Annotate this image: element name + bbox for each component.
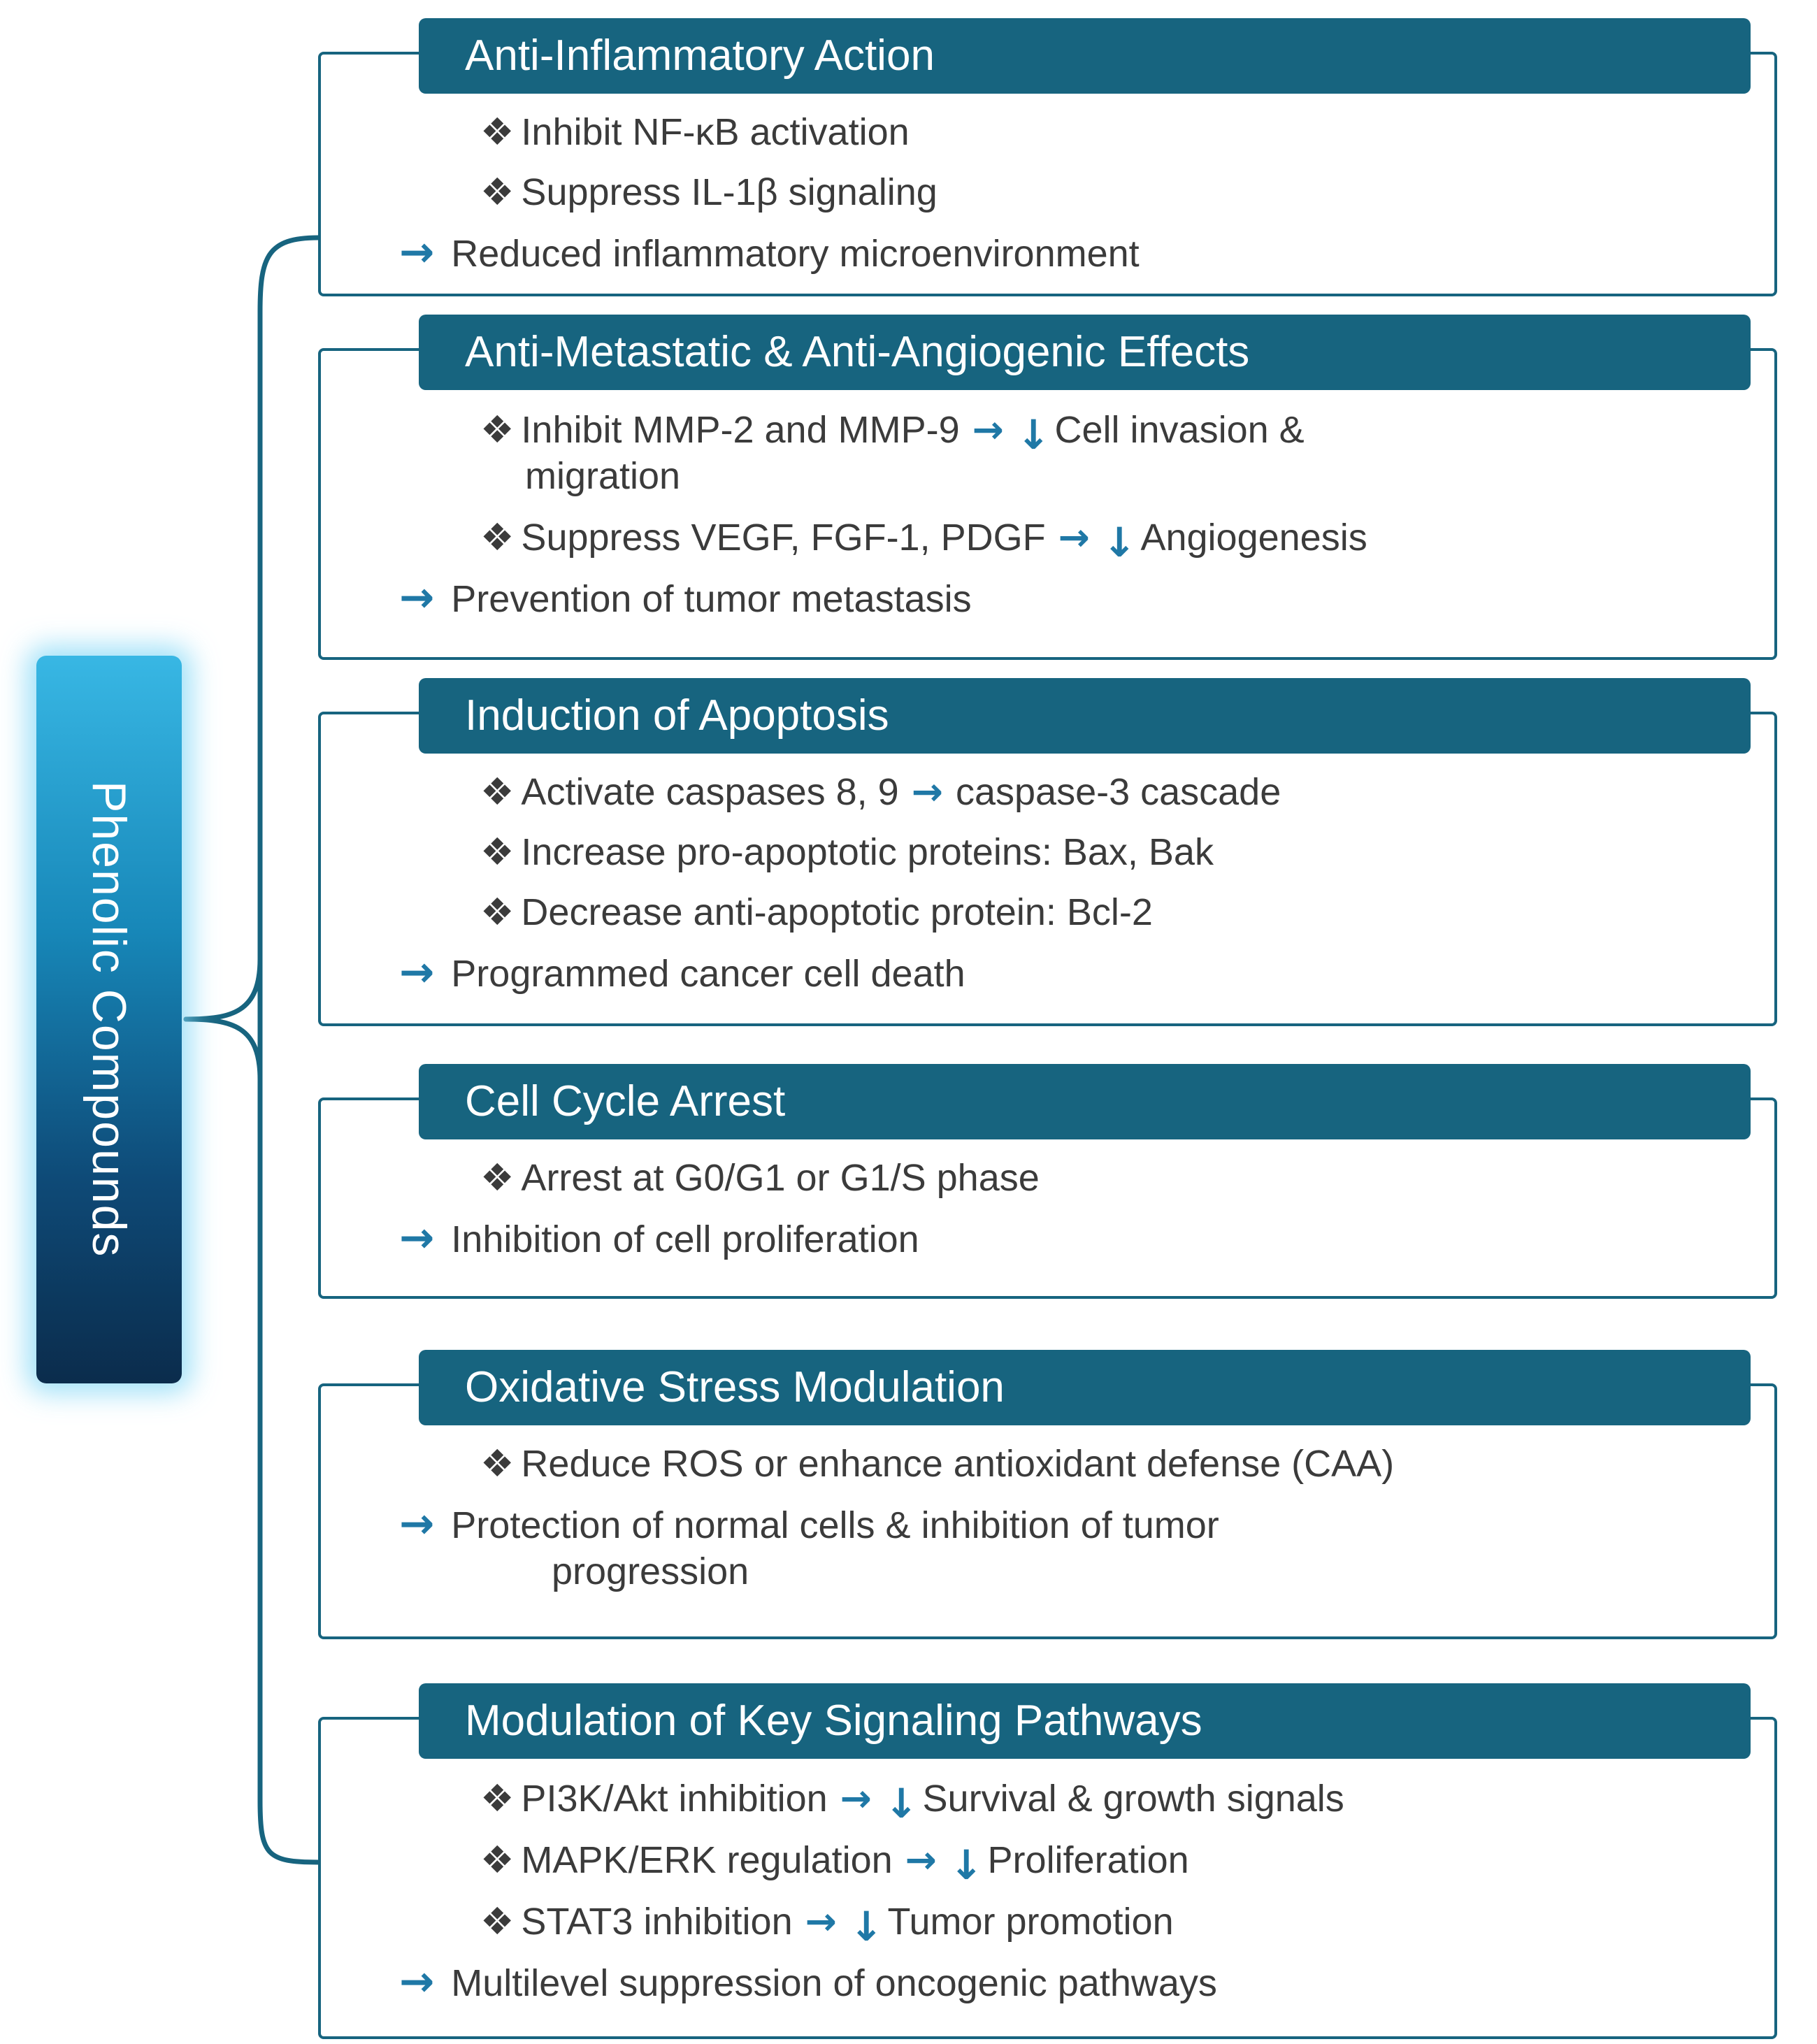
diamond-bullet-icon: ❖ bbox=[480, 515, 515, 559]
section-title: Cell Cycle Arrest bbox=[465, 1077, 786, 1125]
section-content bbox=[321, 1760, 1753, 2006]
right-arrow-icon: → bbox=[911, 770, 943, 814]
section-header bbox=[419, 1064, 1751, 1139]
result-text: Inhibition of cell proliferation bbox=[451, 1218, 919, 1260]
item-text: PI3K/Akt inhibition bbox=[521, 1778, 828, 1820]
right-arrow-icon: → bbox=[972, 408, 1004, 452]
section-anti-metastatic-anti-angiogenic bbox=[318, 328, 1777, 660]
section-content bbox=[321, 755, 1753, 997]
diamond-bullet-icon: ❖ bbox=[480, 1776, 515, 1820]
section-header bbox=[419, 18, 1751, 94]
diamond-bullet-icon: ❖ bbox=[480, 1441, 515, 1485]
item-outcome-continued: migration bbox=[525, 455, 681, 497]
diamond-bullet-icon: ❖ bbox=[480, 170, 515, 214]
diamond-bullet-icon: ❖ bbox=[480, 110, 515, 154]
diamond-bullet-icon: ❖ bbox=[480, 1838, 515, 1882]
down-arrow-icon: ↓ bbox=[884, 1780, 919, 1827]
section-title: Modulation of Key Signaling Pathways bbox=[465, 1697, 1202, 1745]
item-text: Suppress VEGF, FGF-1, PDGF bbox=[521, 517, 1046, 559]
list-item bbox=[321, 769, 1753, 815]
item-outcome: Proliferation bbox=[987, 1839, 1189, 1881]
result-line bbox=[321, 1501, 1753, 1595]
result-line bbox=[321, 949, 1753, 997]
result-text: Prevention of tumor metastasis bbox=[451, 578, 972, 620]
item-text: Decrease anti-apoptotic protein: Bcl-2 bbox=[521, 891, 1153, 933]
section-induction-of-apoptosis bbox=[318, 691, 1777, 1026]
section-oxidative-stress-modulation bbox=[318, 1363, 1777, 1639]
section-content bbox=[321, 391, 1753, 622]
result-line bbox=[321, 575, 1753, 622]
diamond-bullet-icon: ❖ bbox=[480, 830, 515, 874]
item-text: Arrest at G0/G1 or G1/S phase bbox=[521, 1157, 1040, 1199]
right-arrow-icon: → bbox=[840, 1776, 872, 1820]
item-text: Increase pro-apoptotic proteins: Bax, Bak bbox=[521, 831, 1214, 873]
item-outcome: Tumor promotion bbox=[887, 1901, 1174, 1943]
section-title: Induction of Apoptosis bbox=[465, 691, 889, 740]
section-title: Oxidative Stress Modulation bbox=[465, 1363, 1005, 1411]
section-content bbox=[321, 1427, 1753, 1595]
section-title: Anti-Inflammatory Action bbox=[465, 31, 935, 80]
result-text: Programmed cancer cell death bbox=[451, 953, 965, 995]
list-item bbox=[321, 1155, 1753, 1201]
item-outcome: Cell invasion & bbox=[1054, 409, 1305, 451]
right-arrow-icon: → bbox=[399, 1957, 435, 2006]
diamond-bullet-icon: ❖ bbox=[480, 1156, 515, 1200]
item-text: MAPK/ERK regulation bbox=[521, 1839, 893, 1881]
right-arrow-icon: → bbox=[1058, 515, 1090, 559]
section-header bbox=[419, 1683, 1751, 1759]
right-arrow-icon: → bbox=[399, 1499, 435, 1548]
result-text: Protection of normal cells & inhibition of tumor bbox=[451, 1504, 1219, 1546]
right-arrow-icon: → bbox=[399, 573, 435, 622]
section-content bbox=[321, 95, 1753, 277]
down-arrow-icon: ↓ bbox=[949, 1841, 984, 1889]
item-text: Reduce ROS or enhance antioxidant defense (CAA) bbox=[521, 1443, 1395, 1485]
section-header bbox=[419, 678, 1751, 754]
root-node-phenolic-compounds bbox=[36, 656, 182, 1383]
list-item bbox=[321, 1897, 1753, 1950]
list-item bbox=[321, 169, 1753, 215]
section-header bbox=[419, 315, 1751, 390]
diamond-bullet-icon: ❖ bbox=[480, 770, 515, 814]
diamond-bullet-icon: ❖ bbox=[480, 1899, 515, 1943]
list-item bbox=[321, 1441, 1753, 1487]
item-text: Inhibit NF-κB activation bbox=[521, 111, 910, 153]
item-text: Suppress IL-1β signaling bbox=[521, 171, 938, 213]
result-line bbox=[321, 1215, 1753, 1262]
section-header bbox=[419, 1350, 1751, 1425]
down-arrow-icon: ↓ bbox=[1102, 519, 1137, 566]
result-line bbox=[321, 1959, 1753, 2006]
list-item bbox=[321, 513, 1753, 566]
result-text-continued: progression bbox=[552, 1550, 749, 1592]
list-item bbox=[321, 1836, 1753, 1889]
result-text: Multilevel suppression of oncogenic pathways bbox=[451, 1962, 1217, 2004]
item-outcome: caspase-3 cascade bbox=[955, 771, 1281, 813]
down-arrow-icon: ↓ bbox=[1016, 411, 1051, 459]
diamond-bullet-icon: ❖ bbox=[480, 408, 515, 452]
down-arrow-icon: ↓ bbox=[849, 1903, 884, 1950]
section-content bbox=[321, 1141, 1753, 1262]
item-text: Inhibit MMP-2 and MMP-9 bbox=[521, 409, 960, 451]
right-arrow-icon: → bbox=[399, 948, 435, 997]
item-outcome: Survival & growth signals bbox=[922, 1778, 1344, 1820]
right-arrow-icon: → bbox=[805, 1899, 837, 1943]
right-arrow-icon: → bbox=[905, 1838, 937, 1882]
right-arrow-icon: → bbox=[399, 1214, 435, 1262]
list-item bbox=[321, 889, 1753, 935]
result-line bbox=[321, 229, 1753, 277]
list-item bbox=[321, 109, 1753, 155]
root-node-label: Phenolic Compounds bbox=[82, 781, 136, 1258]
section-cell-cycle-arrest bbox=[318, 1077, 1777, 1299]
section-modulation-key-signaling-pathways bbox=[318, 1697, 1777, 2039]
list-item bbox=[321, 829, 1753, 875]
section-title: Anti-Metastatic & Anti-Angiogenic Effects bbox=[465, 328, 1250, 376]
list-item bbox=[321, 1774, 1753, 1827]
item-text: Activate caspases 8, 9 bbox=[521, 771, 899, 813]
right-arrow-icon: → bbox=[399, 228, 435, 277]
section-anti-inflammatory-action bbox=[318, 31, 1777, 296]
list-item bbox=[321, 405, 1753, 499]
item-outcome: Angiogenesis bbox=[1140, 517, 1367, 559]
item-text: STAT3 inhibition bbox=[521, 1901, 793, 1943]
result-text: Reduced inflammatory microenvironment bbox=[451, 233, 1140, 275]
diamond-bullet-icon: ❖ bbox=[480, 890, 515, 934]
